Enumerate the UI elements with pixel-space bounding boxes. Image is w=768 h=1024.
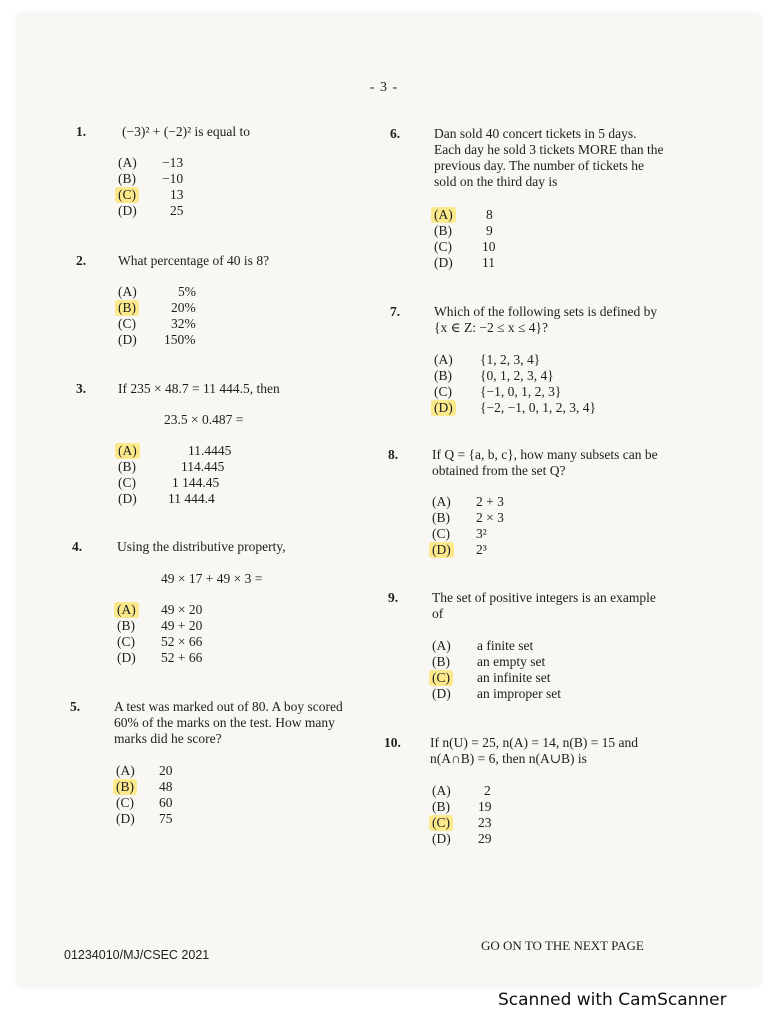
question-number: 10.	[384, 735, 401, 750]
stem-line: Dan sold 40 concert tickets in 5 days.	[434, 126, 637, 141]
question-3: 3. If 235 × 48.7 = 11 444.5, then 23.5 × 0.487 = (A) 11.4445 (B) 114.445 (C) 1 144.45 (D) 11 444.4	[76, 381, 280, 506]
question-stem	[430, 735, 638, 767]
math-expression: 23.5 × 0.487 =	[164, 412, 244, 427]
question-number: 5.	[70, 699, 81, 714]
stem-line: n(A∩B) = 6, then n(A∪B) is	[430, 751, 587, 766]
stem-line: marks did he score?	[114, 731, 222, 746]
question-2: 2. What percentage of 40 is 8? (A) 5% (B) 20% (C) 32% (D) 150%	[76, 253, 270, 347]
stem-line: previous day. The number of tickets he	[434, 158, 644, 173]
stem-line: Using the distributive property,	[117, 539, 286, 554]
highlighted-answer: (B)	[115, 300, 139, 316]
highlighted-answer: (D)	[431, 400, 456, 416]
go-on-to-next-page: GO ON TO THE NEXT PAGE	[481, 938, 644, 953]
question-stem	[434, 304, 657, 336]
highlighted-answer: (C)	[115, 187, 139, 203]
question-stem	[122, 124, 250, 140]
question-stem	[118, 253, 269, 269]
camscanner-watermark: Scanned with CamScanner	[498, 990, 727, 1010]
question-number: 2.	[76, 253, 87, 268]
question-1: 1. (−3)² + (−2)² is equal to (A) −13 (B) −10 (C) 13 (D) 25	[76, 124, 251, 218]
question-stem	[114, 699, 343, 747]
highlighted-answer: (A)	[431, 207, 456, 223]
highlighted-answer: (C)	[429, 815, 453, 831]
question-7: 7. Which of the following sets is defined by {x ∈ Z: −2 ≤ x ≤ 4}? (A) {1, 2, 3, 4} (B) {0, 1, 2, 3, 4} (C) {−1, 0, 1, 2, 3} (D) {−2, −1, 0, 1, 2, 3, 4}	[390, 304, 658, 415]
question-stem	[432, 447, 658, 479]
question-5: 5. A test was marked out of 80. A boy scored 60% of the marks on the test. How many marks did he score? (A) 20 (B) 48 (C) 60 (D) 75	[70, 699, 343, 826]
stem-line: A test was marked out of 80. A boy scored	[114, 699, 343, 714]
highlighted-answer: (D)	[429, 542, 454, 558]
stem-line: What percentage of 40 is 8?	[118, 253, 270, 268]
question-number: 1.	[76, 124, 87, 139]
question-number: 3.	[76, 381, 87, 396]
question-4: 4. Using the distributive property, 49 × 17 + 49 × 3 = (A) 49 × 20 (B) 49 + 20 (C) 52 × 66 (D) 52 + 66	[72, 539, 286, 665]
paper-code: 01234010/MJ/CSEC 2021	[64, 948, 210, 962]
stem-line: If Q = {a, b, c}, how many subsets can be	[432, 447, 658, 462]
question-stem	[432, 590, 656, 622]
question-stem	[117, 539, 286, 555]
question-stem	[434, 126, 663, 190]
question-number: 8.	[388, 447, 399, 462]
stem-line: Each day he sold 3 tickets MORE than the	[434, 142, 664, 157]
stem-line: (−3)² + (−2)² is equal to	[122, 124, 251, 139]
question-8: 8. If Q = {a, b, c}, how many subsets can be obtained from the set Q? (A) 2 + 3 (B) 2 × 3 (C) 3² (D) 2³	[388, 447, 658, 557]
page-number: - 3 -	[369, 80, 399, 95]
question-number: 9.	[388, 590, 399, 605]
stem-line: sold on the third day is	[434, 174, 558, 189]
question-9: 9. The set of positive integers is an example of (A) a finite set (B) an empty set (C) an infinite set (D) an improper set	[388, 590, 656, 701]
stem-line: 60% of the marks on the test. How many	[114, 715, 335, 730]
stem-line: Which of the following sets is defined by	[434, 304, 658, 319]
highlighted-answer: (B)	[113, 779, 137, 795]
question-number: 4.	[72, 539, 83, 554]
math-expression: 49 × 17 + 49 × 3 =	[161, 571, 263, 586]
stem-line: The set of positive integers is an example	[432, 590, 656, 605]
stem-line: {x ∈ Z: −2 ≤ x ≤ 4}?	[434, 320, 548, 335]
stem-line: obtained from the set Q?	[432, 463, 566, 478]
question-stem	[118, 381, 280, 397]
stem-line: If 235 × 48.7 = 11 444.5, then	[118, 381, 280, 396]
highlighted-answer: (A)	[114, 602, 139, 618]
question-number: 6.	[390, 126, 401, 141]
highlighted-answer: (C)	[429, 670, 453, 686]
highlighted-answer: (A)	[115, 443, 140, 459]
question-6: 6. Dan sold 40 concert tickets in 5 days. Each day he sold 3 tickets MORE than the previous day. The number of tickets he sold on the third day is (A) 8 (B) 9 (C) 10 (D) 11	[390, 126, 664, 270]
stem-line: If n(U) = 25, n(A) = 14, n(B) = 15 and	[430, 735, 639, 750]
question-number: 7.	[390, 304, 401, 319]
stem-line: of	[432, 606, 444, 621]
question-10: 10. If n(U) = 25, n(A) = 14, n(B) = 15 and n(A∩B) = 6, then n(A∪B) is (A) 2 (B) 19 (C) 23 (D) 29	[384, 735, 639, 846]
